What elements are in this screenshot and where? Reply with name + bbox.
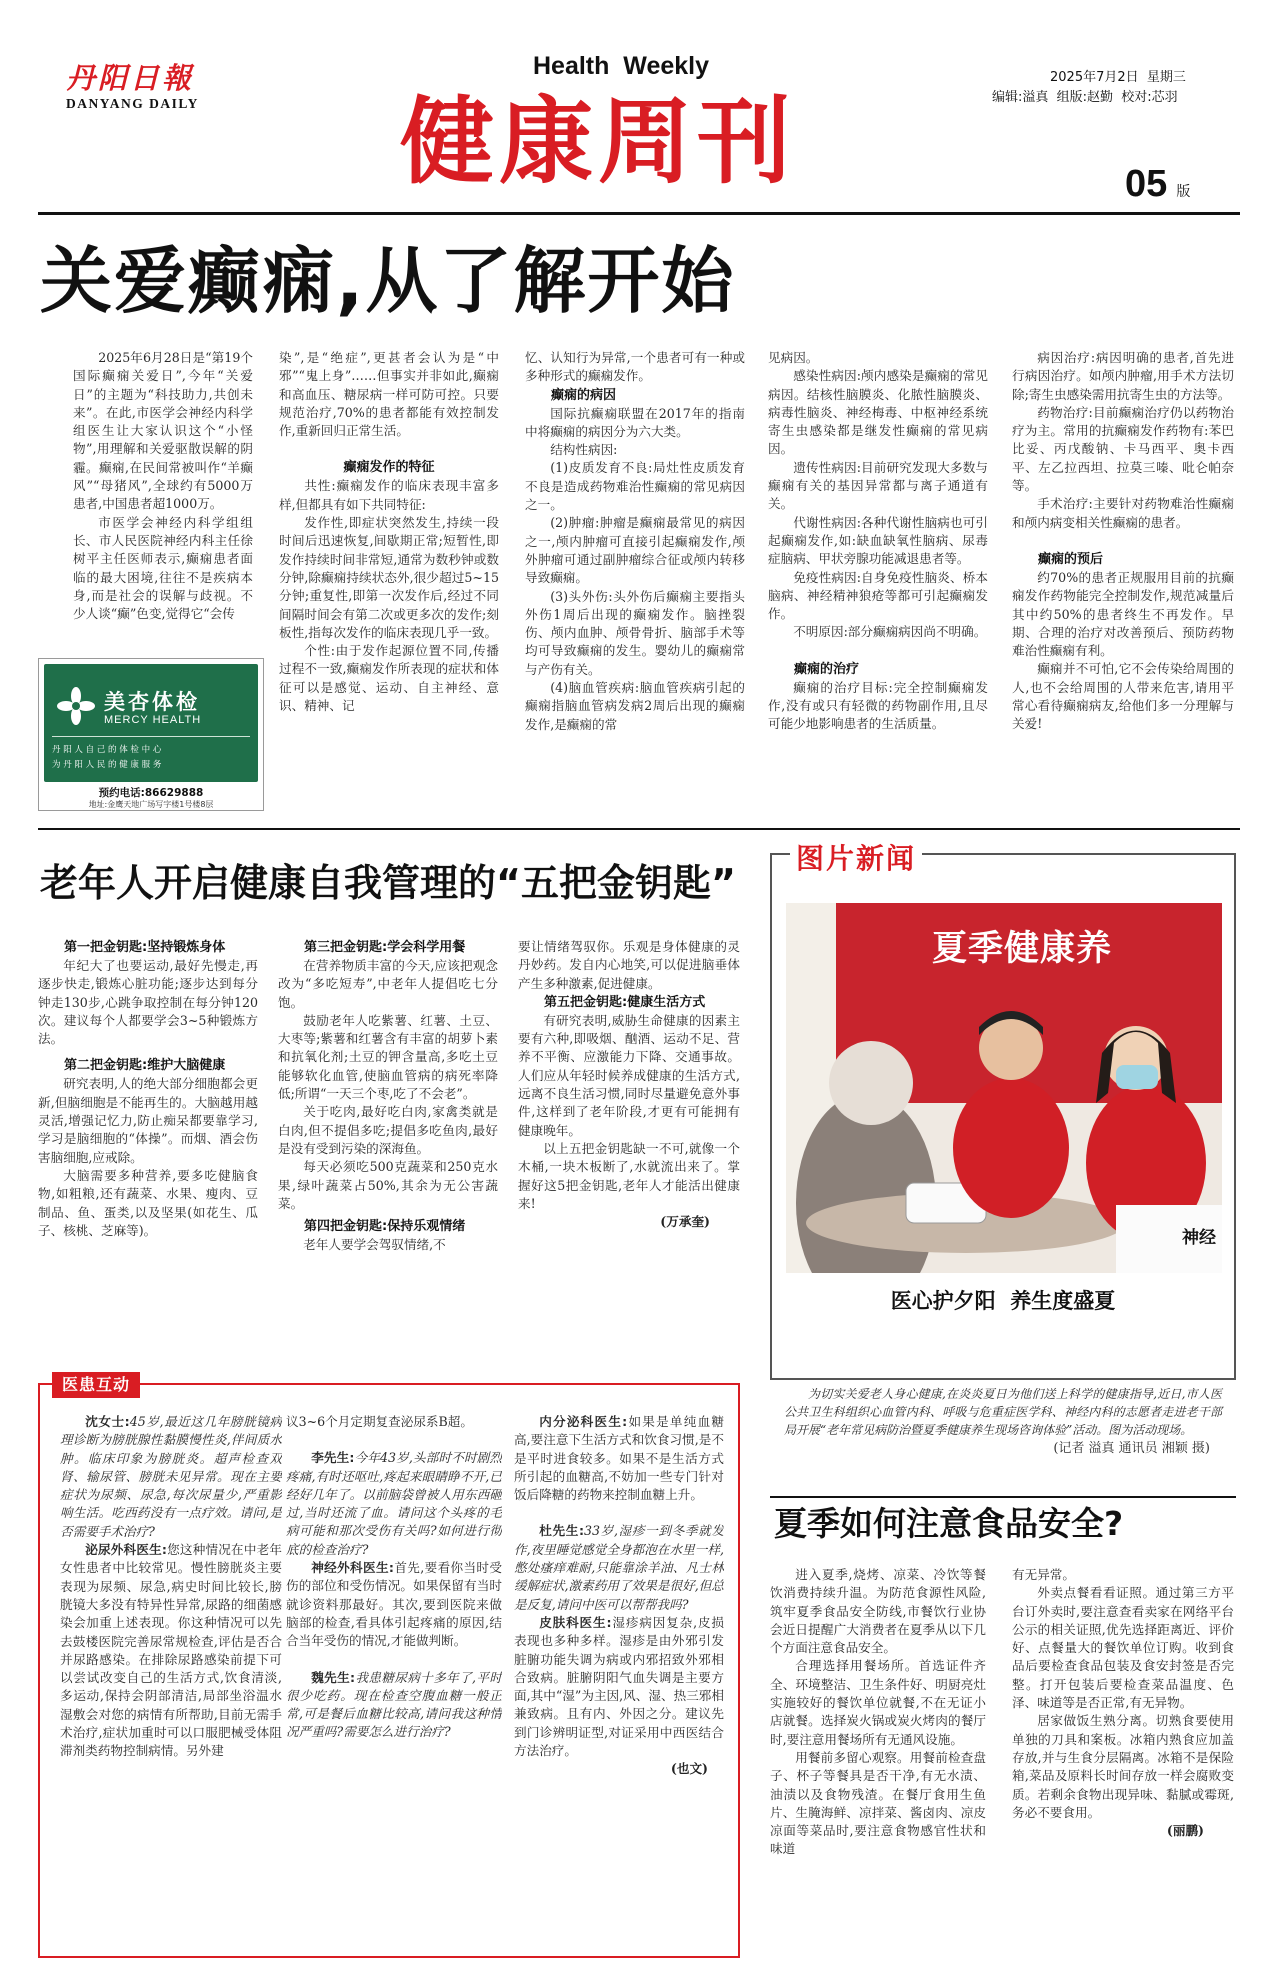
doctor-name: 神经外科医生: xyxy=(311,1560,394,1576)
paragraph: 忆、认知行为异常,一个患者可有一种或多种形式的癫痫发作。 xyxy=(525,350,745,384)
photo-caption-block xyxy=(784,1385,1222,1459)
section-rule xyxy=(38,828,1240,830)
issue-date: 2025年7月2日 星期三 xyxy=(1050,70,1186,85)
paragraph: 病因治疗:病因明确的患者,首先进行病因治疗。如颅内肿瘤,用手术方法切除;寄生虫感染需用抗寄生虫的方法等。 xyxy=(1012,350,1234,402)
question-text: 今年43岁,头部时不时剧烈疼痛,有时还呕吐,疼起来眼睛睁不开,已经好几年了。以前脑袋曾被人用东西砸过,当时还流了血。请问这个头疼的毛病可能和那次受伤有关吗?如何进行彻底的检查治疗? xyxy=(286,1450,502,1557)
paragraph: 结构性病因: xyxy=(550,442,618,458)
paragraph: 有研究表明,威胁生命健康的因素主要有六种,即吸烟、酗酒、运动不足、营养不平衡、应激能力下降、交通事故。人们应从年轻时候养成健康的生活方式,远离不良生活习惯,同时尽量避免意外事件,这样到了老年阶段,才更有可能拥有健康晚年。 xyxy=(518,1012,740,1138)
paragraph: 要让情绪驾驭你。乐观是身体健康的灵丹妙药。发自内心地笑,可以促进脑垂体产生多种激素,促进健康。 xyxy=(518,939,740,991)
qa-col1 xyxy=(60,1413,282,1953)
section-title: 健康周刊 xyxy=(400,88,797,197)
doctor-name: 内分泌科医生: xyxy=(539,1414,628,1429)
subheading: 第五把金钥匙:健康生活方式 xyxy=(544,994,706,1010)
doctor-name: 皮肤科医生: xyxy=(539,1614,612,1630)
paragraph: 遗传性病因:目前研究发现大多数与癫痫有关的基因异常都与离子通道有关。 xyxy=(768,459,988,512)
photo-news-label: 图片新闻 xyxy=(790,837,922,877)
logo-en: DANYANG DAILY xyxy=(66,96,199,111)
article2-col3 xyxy=(518,938,740,1358)
paragraph: 见病因。 xyxy=(768,350,819,365)
paragraph: 以上五把金钥匙缺一不可,就像一个木桶,一块木板断了,水就流出来了。掌握好这5把金钥匙,老年人才能活出健康来! xyxy=(518,1140,740,1211)
question-1 xyxy=(60,1413,282,1541)
doctor-name: 泌尿外科医生: xyxy=(85,1542,167,1558)
paragraph: 共性:癫痫发作的临床表现丰富多样,但都具有如下共同特征: xyxy=(279,478,499,512)
paragraph: 2025年6月28日是“第19个国际癫痫关爱日”,今年“关爱日”的主题为“科技助力,共创未来”。在此,市医学会神经内科学组医生让大家认识这个“小怪物”,用理解和关爱驱散误解的阴霾。癫痫,在民间常被叫作“羊癫风”“母猪风”,全球约有5000万患者,中国患者超1000万。 xyxy=(73,350,253,512)
paragraph: 鼓励老年人吃紫薯、红薯、土豆、大枣等;紫薯和红薯含有丰富的胡萝卜素和抗氧化剂;土豆的钾含量高,多吃土豆能够软化血管,使脑血管病的病死率降低;所谓“一天三个枣,吃了不会老”。 xyxy=(278,1012,498,1102)
page-number xyxy=(1125,163,1190,206)
subheading: 癫痫的治疗 xyxy=(794,661,860,677)
subheading: 癫痫的预后 xyxy=(1038,551,1104,567)
flower-logo-icon xyxy=(56,686,96,726)
paragraph: 代谢性病因:各种代谢性脑病也可引起癫痫发作,如:缺血缺氧性脑病、尿毒症脑病、甲状旁腺功能减退患者等。 xyxy=(768,514,988,567)
article1-headline: 关爱癫痫,从了解开始 xyxy=(40,239,736,323)
article3-headline: 夏季如何注意食品安全? xyxy=(774,1504,1124,1543)
subheading: 癫痫发作的特征 xyxy=(343,460,435,476)
ad-slogan-1: 丹 阳 人 自 己 的 体 检 中 心 xyxy=(52,745,162,755)
ad-divider xyxy=(52,736,250,737)
article2-headline: 老年人开启健康自我管理的“五把金钥匙” xyxy=(40,861,736,905)
question-2 xyxy=(286,1449,502,1559)
answer-2 xyxy=(286,1559,502,1650)
asker-name: 杜先生: xyxy=(539,1523,584,1539)
article1-col2 xyxy=(279,349,499,812)
ad-phone: 预约电话:86629888 xyxy=(98,787,204,799)
paragraph: 研究表明,人的绝大部分细胞都会更新,但脑细胞是不能再生的。大脑越用越灵活,增强记忆力,防止痴呆都要靠学习,学习是脑细胞的“体操”。而烟、酒会伤害脑细胞,应戒除。 xyxy=(38,1076,258,1165)
subheading: 第一把金钥匙:坚持锻炼身体 xyxy=(64,940,226,955)
question-3 xyxy=(286,1669,502,1742)
answer-1-cont: 议3~6个月定期复查泌尿系B超。 xyxy=(286,1414,473,1429)
photo-banner-text: 夏季健康养 xyxy=(932,929,1113,969)
subheading: 癫痫的病因 xyxy=(551,387,617,403)
editors-line: 编辑:溢真 组版:赵勤 校对:芯羽 xyxy=(992,90,1178,105)
paragraph: 不明原因:部分癫痫病因尚不明确。 xyxy=(793,624,987,640)
event-photo xyxy=(786,903,1222,1273)
photo-title: 医心护夕阳 养生度盛夏 xyxy=(890,1289,1116,1313)
paragraph: 居家做饭生熟分离。切熟食要使用单独的刀具和案板。冰箱内熟食应加盖存放,并与生食分层隔离。冰箱不是保险箱,菜品及原料长时间存放一样会腐败变质。若剩余食物出现异味、黏腻或霉斑,务必不要食用。 xyxy=(1012,1713,1234,1820)
paragraph: 老年人要学会驾驭情绪,不 xyxy=(303,1237,446,1253)
ad-banner xyxy=(44,664,258,782)
paragraph: 药物治疗:目前癫痫治疗仍以药物治疗为主。常用的抗癫痫发作药物有:苯巴比妥、丙戊酸钠、卡马西平、奥卡西平、左乙拉西坦、拉莫三嗪、吡仑帕奈等。 xyxy=(1012,404,1234,494)
paragraph: 外卖点餐看看证照。通过第三方平台订外卖时,要注意查看卖家在网络平台公示的相关证照,优先选择距离近、评价好、点餐量大的餐饮单位订购。收到食品后要检查食品包装及食安封签是否完整。打开包装后要检查菜品温度、色泽、味道等是否正常,有无异物。 xyxy=(1012,1585,1234,1711)
ad-mercy-health xyxy=(38,658,264,811)
article1-col1 xyxy=(73,349,253,654)
answer-text: 首先,要看你当时受伤的部位和受伤情况。如果保留有当时就诊资料那最好。其次,要到医院来做脑部的检查,看具体引起疼痛的原因,结合当年受伤的情况,才能做判断。 xyxy=(286,1560,502,1649)
article1-col4 xyxy=(768,349,988,812)
asker-name: 沈女士: xyxy=(85,1414,130,1429)
asker-name: 魏先生: xyxy=(311,1669,356,1685)
health-weekly-label: Health Weekly xyxy=(533,52,710,80)
paragraph: 用餐前多留心观察。用餐前检查盘子、杯子等餐具是否干净,有无水渍、油渍以及食物残渣。在餐厅食用生鱼片、生腌海鲜、凉拌菜、酱卤肉、凉皮凉面等菜品时,要注意食物感官性状和味道 xyxy=(770,1749,986,1857)
paragraph: 感染性病因:颅内感染是癫痫的常见病因。结核性脑膜炎、化脓性脑膜炎、病毒性脑炎、神经梅毒、中枢神经系统寄生虫感染都是继发性癫痫的常见病因。 xyxy=(768,368,988,457)
paragraph: 发作性,即症状突然发生,持续一段时间后迅速恢复,间歇期正常;短暂性,即发作持续时间非常短,通常为数秒钟或数分钟,除癫痫持续状态外,很少超过5~15分钟;重复性,即第一次发作后,经过不同间隔时间会有第二次或更多次的发作;刻板性,指每次发作的临床表现几乎一致。 xyxy=(279,515,499,640)
page-num: 05 xyxy=(1125,163,1168,205)
paragraph: 每天必须吃500克蔬菜和250克水果,绿叶蔬菜占50%,其余为无公害蔬菜。 xyxy=(278,1159,498,1211)
paragraph: 关于吃肉,最好吃白肉,家禽类就是白肉,但不提倡多吃;提倡多吃鱼肉,最好是没有受到污染的深海鱼。 xyxy=(278,1104,498,1156)
subheading: 第二把金钥匙:维护大脑健康 xyxy=(64,1058,226,1074)
photo-credit: (记者 溢真 通讯员 湘颖 摄) xyxy=(1053,1441,1210,1456)
article3-col2 xyxy=(1012,1566,1234,1961)
article2-col2 xyxy=(278,938,498,1358)
article3-col1 xyxy=(770,1566,986,1961)
paragraph: 大脑需要多种营养,要多吃健脑食物,如粗粮,还有蔬菜、水果、瘦肉、豆制品、鱼、蛋类,以及坚果(如花生、瓜子、核桃、芝麻等)。 xyxy=(38,1167,258,1238)
article3-rule xyxy=(770,1496,1236,1498)
paragraph: 约70%的患者正规服用目前的抗癫痫发作药物能完全控制发作,规范减量后其中约50%的患者终生不再发作。早期、合理的治疗对改善预后、预防药物难治性癫痫有利。 xyxy=(1012,569,1234,659)
subheading: 第三把金钥匙:学会科学用餐 xyxy=(304,940,466,955)
qa-label: 医患互动 xyxy=(52,1372,140,1398)
paragraph: 年纪大了也要运动,最好先慢走,再逐步快走,锻炼心脏功能;逐步达到每分钟走130步,心跳争取控制在每分钟120次。建议每个人都要学会3~5种锻炼方法。 xyxy=(38,958,258,1047)
answer-text: 如果是单纯血糖高,要注意下生活方式和饮食习惯,是不是平时进食较多。如果不是生活方式所引起的血糖高,不妨加一些专门针对饭后降糖的药物来控制血糖上升。 xyxy=(514,1414,724,1503)
answer-4 xyxy=(514,1614,724,1760)
byline: (万承奎) xyxy=(660,1214,710,1230)
article1-col5 xyxy=(1012,349,1234,812)
paragraph: 癫痫并不可怕,它不会传染给周围的人,也不会给周围的人带来危害,请用平常心看待癫痫病友,给他们多一分理解与关爱! xyxy=(1012,661,1234,732)
paragraph: 免疫性病因:自身免疫性脑炎、桥本脑病、神经精神狼疮等都可引起癫痫发作。 xyxy=(768,569,988,622)
masthead xyxy=(0,0,1280,215)
paragraph: 癫痫的治疗目标:完全控制癫痫发作,没有或只有轻微的药物副作用,且尽可能少地影响患者的生活质量。 xyxy=(768,679,988,732)
paragraph: (4)脑血管疾病:脑血管疾病引起的癫痫指脑血管病发病2周后出现的癫痫发作,是癫痫的常 xyxy=(525,680,745,732)
ad-slogan-2: 为 丹 阳 人 民 的 健 康 服 务 xyxy=(52,760,162,770)
logo-cn: 丹阳日報 xyxy=(66,61,195,95)
page-unit: 版 xyxy=(1176,184,1191,200)
photo-booth-text: 神经 xyxy=(1182,1228,1216,1248)
paragraph: (1)皮质发育不良:局灶性皮质发育不良是造成药物难治性癫痫的常见病因之一。 xyxy=(525,460,745,513)
paragraph: 染”,是“绝症”,更甚者会认为是“中邪”“鬼上身”……但事实并非如此,癫痫和高血压、糖尿病一样可防可控。只要规范治疗,70%的患者都能有效控制发作,重新回归正常生活。 xyxy=(279,350,499,439)
subheading: 第四把金钥匙:保持乐观情绪 xyxy=(304,1219,466,1235)
ad-address: 地址:金鹰天地广场写字楼1号楼8层 xyxy=(88,800,214,809)
byline: (丽鹏) xyxy=(1166,1823,1204,1839)
answer-1 xyxy=(60,1541,282,1761)
question-text: 33岁,湿疹一到冬季就发作,夜里睡觉感觉全身都泡在水里一样,憋处瘙痒难耐,只能靠涂羊油、凡士林缓解症状,激素药用了效果是很好,但总是反复,请问中医可以帮帮我吗? xyxy=(514,1523,724,1612)
paragraph: 进入夏季,烧烤、凉菜、冷饮等餐饮消费持续升温。为防范食源性风险,筑牢夏季食品安全防线,市餐饮行业协会近日提醒广大消费者在夏季从以下几个方面注意食品安全。 xyxy=(770,1567,986,1656)
answer-text: 您这种情况在中老年女性患者中比较常见。慢性膀胱炎主要表现为尿频、尿急,病史时间比较长,膀胱镜大多没有特异性异常,尿路的细菌感染会加重上述表现。你这种情况可以先去鼓楼医院完善尿常规检查,评估是否合并尿路感染。在排除尿路感染前提下可以尝试改变自己的生活方式,饮食清淡,多运动,保持会阴部清洁,局部坐浴温水湿敷会对您的病情有所帮助,目前无需手术治疗,症状加重时可以口服肥械受体阻滞剂类药物控制病情。另外建 xyxy=(60,1542,282,1759)
article2-col1 xyxy=(38,938,258,1358)
question-4 xyxy=(514,1522,724,1613)
paragraph: 合理选择用餐场所。首选证件齐全、环境整洁、卫生条件好、明厨亮灶实施较好的餐饮单位就餐,不在无证小店就餐。选择炭火锅或炭火烤肉的餐厅时,要注意用餐场所有无通风设施。 xyxy=(770,1658,986,1747)
article1-col3 xyxy=(525,349,745,812)
ad-name-en: MERCY HEALTH xyxy=(104,714,202,726)
question-text: 45岁,最近这几年膀胱镜病理诊断为膀胱腺性黏膜慢性炎,伴间质水肿。临床印象为膀胱炎。超声检查双肾、输尿管、膀胱未见异常。现在主要症状为尿频、尿急,每次尿量少,严重影响生活。吃西药没有一点疗效。请问,是否需要手术治疗? xyxy=(60,1414,282,1539)
asker-name: 李先生: xyxy=(311,1450,355,1466)
paragraph: 在营养物质丰富的今天,应该把观念改为“多吃短寿”,中老年人提倡吃七分饱。 xyxy=(278,958,498,1010)
photo-news-box xyxy=(770,842,1236,1380)
ad-name-cn: 美杏体检 xyxy=(104,690,200,714)
paragraph: (2)肿瘤:肿瘤是癫痫最常见的病因之一,颅内肿瘤可直接引起癫痫发作,颅外肿瘤可通过副肿瘤综合征或颅内转移导致癫痫。 xyxy=(525,515,745,586)
newspaper-logo xyxy=(66,62,206,112)
paragraph: 有无异常。 xyxy=(1012,1567,1075,1582)
answer-3 xyxy=(514,1413,724,1504)
masthead-rule xyxy=(38,212,1240,215)
paragraph: 市医学会神经内科学组组长、市人民医院神经内科主任徐树平主任医师表示,癫痫患者面临的最大困境,往往不是疾病本身,而是社会的误解与歧视。不少人谈“癫”色变,觉得它“会传 xyxy=(73,514,253,622)
qa-col3 xyxy=(510,1413,724,1953)
byline: (也文) xyxy=(670,1761,708,1777)
question-text: 我患糖尿病十多年了,平时很少吃药。现在检查空腹血糖一般正常,可是餐后血糖比较高,请问我这种情况严重吗?需要怎么进行治疗? xyxy=(286,1669,502,1740)
answer-text: 湿疹病因复杂,皮损表现也多种多样。湿疹是由外邪引发脏腑功能失调为病或内邪招致外邪相合致病。脏腑阴阳气血失调是主要方面,其中“湿”为主因,风、湿、热三邪相兼致病。且有内、外因之分。建议先到门诊辨明证型,对证采用中西医结合方法治疗。 xyxy=(514,1614,724,1759)
paragraph: 个性:由于发作起源位置不同,传播过程不一致,癫痫发作所表现的症状和体征可以是感觉、运动、自主神经、意识、精神、记 xyxy=(279,643,499,714)
qa-box xyxy=(38,1375,740,1958)
paragraph: 国际抗癫痫联盟在2017年的指南中将癫痫的病因分为六大类。 xyxy=(525,405,745,439)
photo-caption: 为切实关爱老人身心健康,在炎炎夏日为他们送上科学的健康指导,近日,市人医公共卫生科组织心血管内科、呼吸与危重症医学科、神经内科的志愿者走进老干部局开展“老年常见病防治暨夏季健康养生现场咨询体验”活动。图为活动现场。 xyxy=(784,1387,1222,1437)
paragraph: (3)头外伤:头外伤后癫痫主要指头外伤1周后出现的癫痫发作。脑挫裂伤、颅内血肿、颅骨骨折、脑部手术等均可导致癫痫的发生。婴幼儿的癫痫常与产伤有关。 xyxy=(525,588,745,677)
qa-col2 xyxy=(280,1413,502,1953)
paragraph: 手术治疗:主要针对药物难治性癫痫和颅内病变相关性癫痫的患者。 xyxy=(1012,496,1234,530)
